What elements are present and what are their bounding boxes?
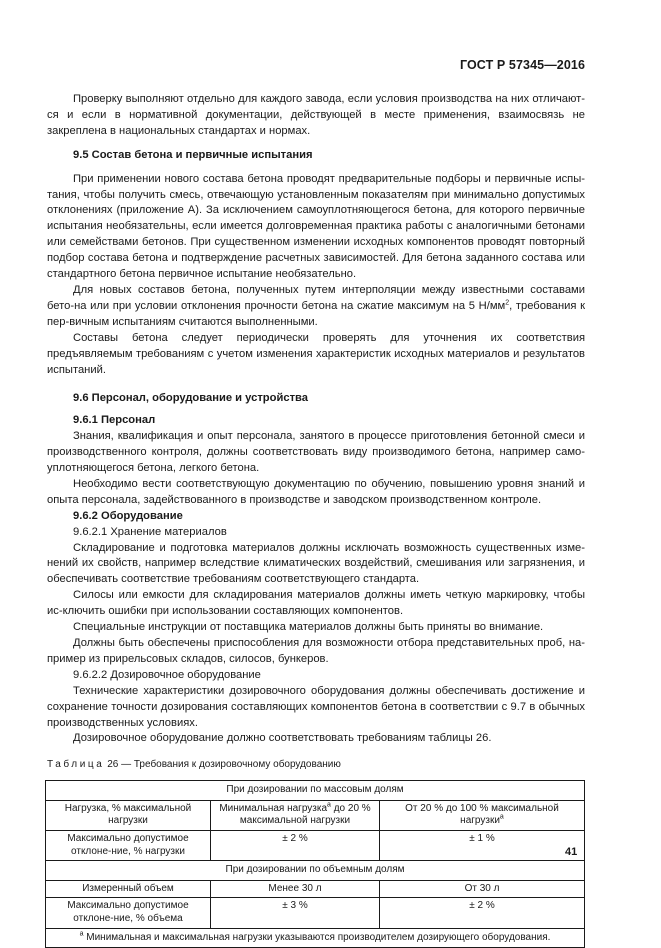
table-row — [46, 880, 585, 898]
table-row — [46, 928, 585, 948]
table-cell: От 30 л — [380, 880, 585, 898]
standard-header: ГОСТ Р 57345—2016 — [459, 58, 585, 72]
table-caption — [47, 757, 585, 773]
cell-text: Минимальная нагрузка — [219, 802, 328, 814]
dosing-requirements-table — [45, 780, 585, 948]
table-section-header: При дозировании по объемным долям — [46, 861, 585, 881]
cell-text: От 20 % до 100 % максимальной нагрузки — [405, 802, 559, 827]
table-cell: ± 2 % — [380, 898, 585, 928]
paragraph: Проверку выполняют отдельно для каждого завода, если условия производства на них отличают-ся и если в нормативной документации, действующей в месте применения, взаимосвязь не закреплена в национальных стандартах и нормах. — [47, 93, 585, 137]
paragraph: Силосы или емкости для складирования материалов должны иметь четкую маркировку, чтобы ис-ключить ошибки при использовании составляющих компонентов. — [47, 589, 585, 618]
section-heading-9-6-2-2: 9.6.2.2 Дозировочное оборудование — [73, 668, 261, 681]
paragraph: Необходимо вести соответствующую документацию по обучению, повышению уровня знаний и опыта персонала, задействованного в производстве и заводском производственном контроле. — [47, 477, 585, 506]
paragraph: Дозировочное оборудование должно соответствовать требованиям таблицы 26. — [73, 732, 492, 745]
paragraph: Складирование и подготовка материалов должны исключать возможность существенных изме-нений их свойств, например вследствие климатических воздействий, смешивания или загрязнения, и обеспечивать соответствие требованиям соответствующего стандарта. — [47, 541, 585, 586]
paragraph: Должны быть обеспечены приспособления для возможности отбора представительных проб, на-пример из прирельсовых складов, силосов, бункеров. — [47, 637, 585, 665]
table-caption-text: 26 — Требования к дозировочному оборудованию — [107, 759, 341, 771]
table-cell — [211, 800, 380, 830]
paragraph: Технические характеристики дозировочного оборудования должны обеспечивать достижение и сохранение точности дозирования составляющих компонентов бетона в соответствии с 9.7 в обычных производственных условиях. — [47, 684, 585, 729]
footnote-marker: а — [499, 814, 504, 822]
table-cell: Менее 30 л — [211, 880, 380, 898]
table-cell: Измеренный объем — [46, 880, 211, 898]
paragraph: Составы бетона следует периодически проверять для уточнения их соответствия предъявляемым требованиям с учетом изменения характеристик исходных материалов и результатов испытаний. — [47, 331, 585, 376]
table-cell — [380, 800, 585, 830]
table-row — [46, 861, 585, 881]
table-cell: Максимально допустимое отклоне-ние, % объема — [46, 898, 211, 928]
paragraph: При применении нового состава бетона проводят предварительные подборы и первичные испы-тания, чтобы получить смесь, отвечающую установленным показателям при минимально допустимых отклонениях (приложение А). За исключением самоуплотняющегося бетона, для которого первичные испытания необязательны, если имеется долговременная практика работы с аналогичными бетонами или семействами бетонов. При существенном изменении исходных компонентов проводят повторный подбор состава бетона и подтверждение расчетных зависимостей. Для бетона заданного состава или стандартного бетона первичное испытание необязательно. — [47, 172, 585, 281]
paragraph: Знания, квалификация и опыт персонала, занятого в процессе приготовления бетонной смеси и производственного контроля, должны соответствовать виду производимого бетона, например само-уплотняющегося бетона, легкого бетона. — [47, 430, 585, 475]
table-row — [46, 781, 585, 801]
table-cell: ± 3 % — [211, 898, 380, 928]
table-row — [46, 898, 585, 928]
table-cell: ± 2 % — [211, 831, 380, 861]
section-heading-9-6-2-1: 9.6.2.1 Хранение материалов — [73, 525, 227, 538]
section-heading-9-5: 9.5 Состав бетона и первичные испытания — [73, 148, 313, 161]
table-cell: Нагрузка, % максимальной нагрузки — [46, 800, 211, 830]
footnote-text: Минимальная и максимальная нагрузки указываются производителем дозирующего оборудования. — [83, 931, 551, 943]
paragraph: Специальные инструкции от поставщика материалов должны быть приняты во внимание. — [73, 621, 544, 634]
section-heading-9-6-2: 9.6.2 Оборудование — [73, 509, 183, 522]
footnote-marker: а — [327, 801, 331, 809]
paragraph — [47, 283, 585, 331]
table-section-header: При дозировании по массовым долям — [46, 781, 585, 801]
cell-text: до 20 % максимальной нагрузки — [239, 802, 371, 827]
section-heading-9-6-1: 9.6.1 Персонал — [73, 414, 156, 427]
paragraph-text: , требования к пер-вичным испытаниям считаются выполненными. — [47, 299, 585, 328]
footnote-marker: а — [79, 930, 84, 938]
section-heading-9-6: 9.6 Персонал, оборудование и устройства — [73, 392, 309, 405]
superscript: 2 — [505, 299, 510, 307]
table-cell: Максимально допустимое отклоне-ние, % нагрузки — [46, 831, 211, 861]
table-footnote — [46, 928, 585, 948]
document-body — [47, 92, 585, 948]
table-row — [46, 831, 585, 861]
table-row — [46, 800, 585, 830]
table-caption-label: Таблица — [47, 759, 105, 771]
page-number: 41 — [565, 846, 578, 858]
table-cell: ± 1 % — [380, 831, 585, 861]
paragraph-text: Для новых составов бетона, полученных путем интерполяции между известными составами бето-на или при условии отклонения прочности бетона на сжатие максимум на 5 Н/мм — [47, 283, 585, 312]
